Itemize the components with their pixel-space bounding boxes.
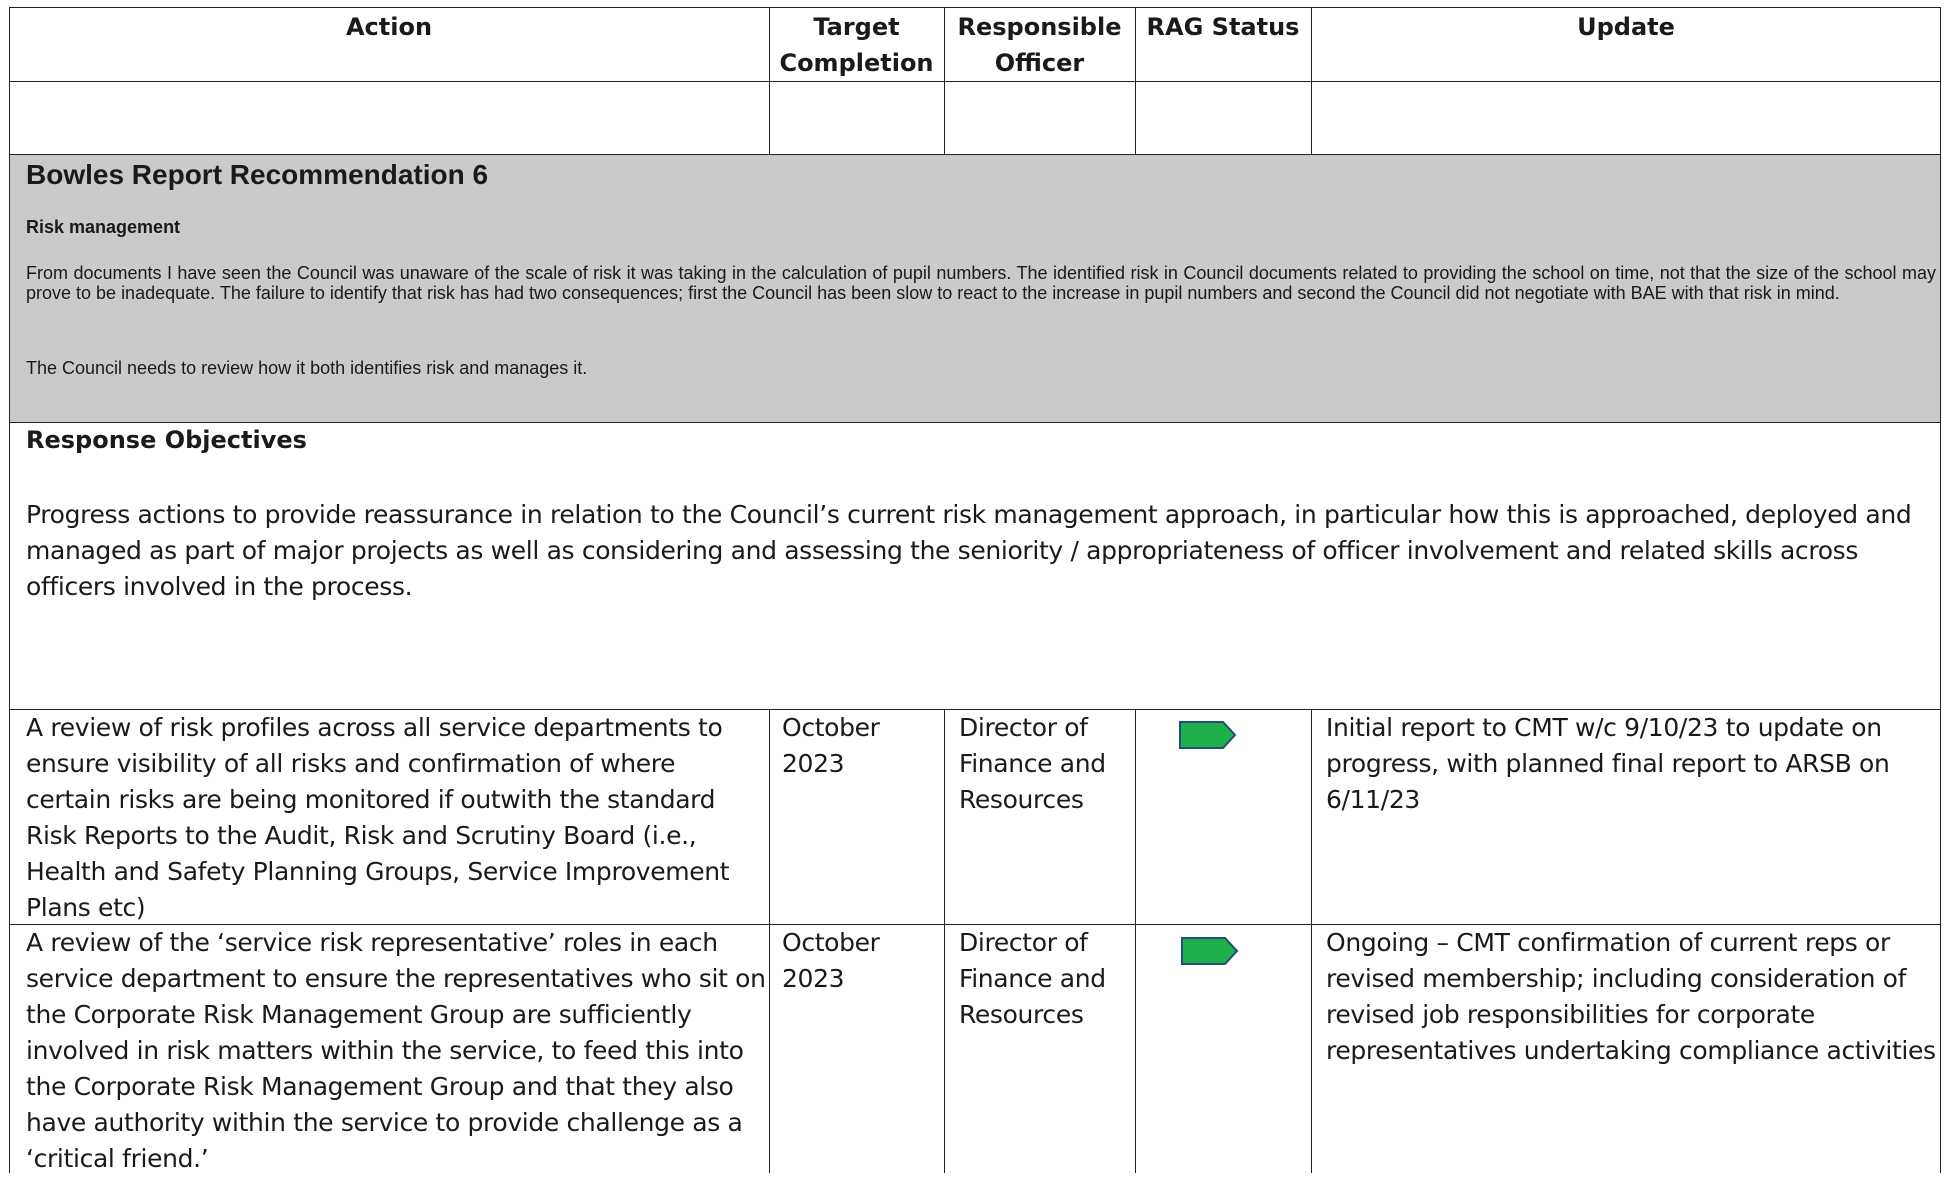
header-action-label: Action bbox=[345, 13, 433, 41]
row-1-action: A review of risk profiles across all service departments to ensure visibility of all risks and confirmation of where certain risks are being monitored if outwith the standard Risk Reports to the Audit, Risk and Scrutiny Board (i.e., Health and Safety Planning Groups, Service Improvement Plans etc) bbox=[26, 713, 730, 922]
header-target-line1: Target bbox=[813, 13, 900, 41]
header-rag-status bbox=[1135, 7, 1311, 45]
row-2-update: Ongoing – CMT confirmation of current reps or revised membership; including consideration of revised job responsibilities for corporate representatives undertaking compliance activities bbox=[1326, 928, 1936, 1065]
header-officer-line1: Responsible bbox=[957, 13, 1122, 41]
response-objectives-title: Response Objectives bbox=[26, 426, 307, 454]
row-1-target: October 2023 bbox=[782, 713, 880, 778]
row-2-rag-status-tag-icon bbox=[1181, 937, 1239, 965]
recommendation-title: Bowles Report Recommendation 6 bbox=[26, 159, 489, 190]
header-target-completion bbox=[769, 7, 944, 81]
recommendation-subtitle: Risk management bbox=[26, 217, 181, 237]
action-plan-table bbox=[9, 7, 1941, 1173]
row-1-officer: Director of Finance and Resources bbox=[959, 713, 1106, 814]
response-objectives-text: Progress actions to provide reassurance in relation to the Council’s current risk management approach, in particular how this is approached, deployed and managed as part of major projects as well as considering and assessing the seniority / appropriateness of officer involvement and related skills across officers involved in the process. bbox=[26, 500, 1912, 601]
row-1-update: Initial report to CMT w/c 9/10/23 to update on progress, with planned final report to ARSB on 6/11/23 bbox=[1326, 713, 1890, 814]
col-rule-1-body bbox=[769, 709, 770, 1173]
header-action bbox=[9, 7, 769, 45]
row-2-action: A review of the ‘service risk representative’ roles in each service department to ensure the representatives who sit on the Corporate Risk Management Group are sufficiently involved in risk matters within the service, to feed this into the Corporate Risk Management Group and that they also have authority within the service to provide challenge as a ‘critical friend.’ bbox=[26, 928, 766, 1173]
recommendation-paragraph-2: The Council needs to review how it both identifies risk and manages it. bbox=[26, 358, 588, 378]
header-target-line2: Completion bbox=[779, 49, 934, 77]
col-rule-2-body bbox=[944, 709, 945, 1173]
header-officer-line2: Officer bbox=[994, 49, 1085, 77]
header-rag-label: RAG Status bbox=[1146, 13, 1300, 41]
col-rule-4-body bbox=[1311, 709, 1312, 1173]
row-2-officer: Director of Finance and Resources bbox=[959, 928, 1106, 1029]
recommendation-paragraph-1: From documents I have seen the Council was unaware of the scale of risk it was taking in the calculation of pupil numbers. The identified risk in Council documents related to providing the school on time, not that the size of the school may prove to be inadequate. The failure to identify that risk has had two consequences; first the Council has been slow to react to the increase in pupil numbers and second the Council did not negotiate with BAE with that risk in mind. bbox=[26, 263, 1936, 303]
rule-left bbox=[9, 7, 10, 1173]
row-1-rag-status-tag-icon bbox=[1179, 721, 1237, 749]
header-responsible-officer bbox=[944, 7, 1135, 81]
col-rule-3-body bbox=[1135, 709, 1136, 1173]
header-update bbox=[1311, 7, 1941, 45]
header-update-label: Update bbox=[1577, 13, 1675, 41]
rule-header-bottom bbox=[9, 81, 1941, 82]
rule-right bbox=[1940, 7, 1941, 1173]
row-2-target: October 2023 bbox=[782, 928, 880, 993]
